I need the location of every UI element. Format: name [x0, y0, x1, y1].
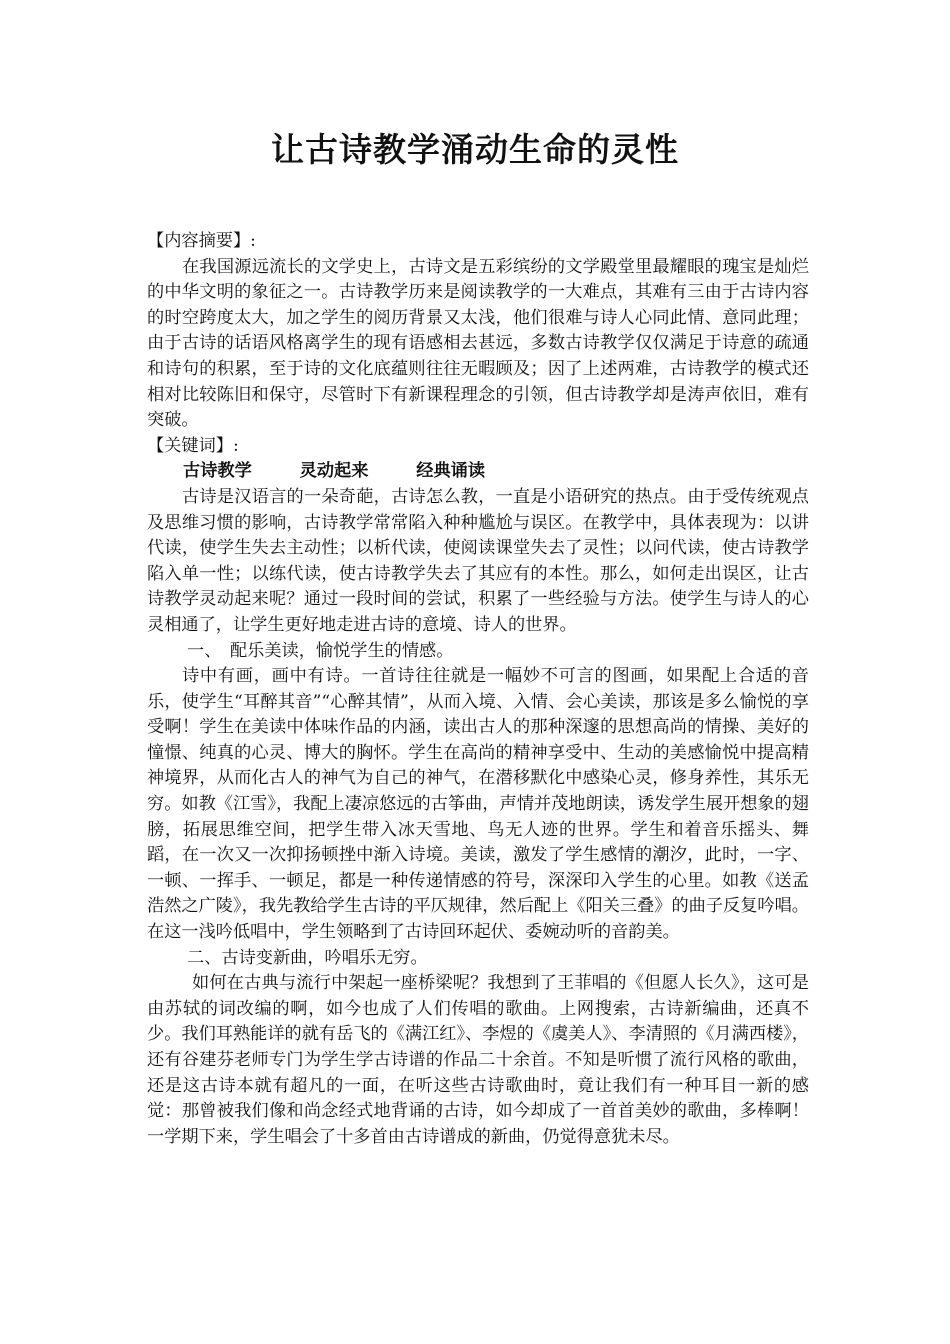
keyword: 古诗教学 [183, 461, 252, 482]
keywords-label: 【关键词】: [147, 435, 239, 456]
document-title: 让古诗教学涌动生命的灵性 [271, 130, 679, 169]
abstract-label: 【内容摘要】: [147, 231, 256, 251]
keywords-line [147, 459, 809, 485]
abstract-paragraph: 在我国源远流长的文学史上，古诗文是五彩缤纷的文学殿堂里最耀眼的瑰宝是灿烂的中华文明的象征之一。古诗教学历来是阅读教学的一大难点，其难有三由于古诗内容的时空跨度太大，加之学生的阅历背景又太浅，他们很难与诗人心同此情、意同此理；由于古诗的话语风格离学生的现有语感相去甚远，多数古诗教学仅仅满足于诗意的疏通和诗句的积累，至于诗的文化底蕴则往往无暇顾及；因了上述两难，古诗教学的模式还相对比较陈旧和保守，尽管时下有新课程理念的引领，但古诗教学却是涛声依旧，难有突破。 [147, 256, 809, 431]
document-body [147, 229, 809, 1150]
section-heading-1: 一、 配乐美读，愉悦学生的情感。 [187, 640, 454, 661]
section-paragraph-2: 如何在古典与流行中架起一座桥梁呢？我想到了王菲唱的《但愿人长久》，这可是由苏轼的词改编的啊，如今也成了人们传唱的歌曲。上网搜索，古诗新编曲，还真不少。我们耳熟能详的就有岳飞的《满江红》、李煜的《虞美人》、李清照的《月满西楼》，还有谷建芬老师专门为学生学古诗谱的作品二十余首。不知是听惯了流行风格的歌曲，还是这古诗本就有超凡的一面，在听这些古诗歌曲时，竟让我们有一种耳目一新的感觉：那曾被我们像和尚念经式地背诵的古诗，如今却成了一首首美妙的歌曲，多棒啊！一学期下来，学生唱会了十多首由古诗谱成的新曲，仍觉得意犹未尽。 [147, 973, 809, 1147]
section-heading-2: 二、古诗变新曲，吟唱乐无穷。 [187, 947, 428, 968]
section-paragraph-1: 诗中有画，画中有诗。一首诗往往就是一幅妙不可言的图画，如果配上合适的音乐，使学生“耳醉其音”“心醉其情”，从而入境、入情、会心美读，那该是多么愉悦的享受啊！学生在美读中体味作品的内涵，读出古人的那种深邃的思想高尚的情操、美好的憧憬、纯真的心灵、博大的胸怀。学生在高尚的精神享受中、生动的美感愉悦中提高精神境界，从而化古人的神气为自己的神气，在潜移默化中感染心灵，修身养性，其乐无穷。如教《江雪》，我配上凄凉悠远的古筝曲，声情并茂地朗读，诱发学生展开想象的翅膀，拓展思维空间，把学生带入冰天雪地、鸟无人迹的世界。学生和着音乐摇头、舞蹈，在一次又一次抑扬顿挫中渐入诗境。美读，激发了学生感情的潮汐，此时，一字、一顿、一挥手、一顿足，都是一种传递情感的符号，深深印入学生的心里。如教《送孟浩然之广陵》，我先教给学生古诗的平仄规律，然后配上《阳关三叠》的曲子反复吟唱。在这一浅吟低唱中，学生领略到了古诗回环起伏、委婉动听的音韵美。 [147, 666, 809, 943]
keyword: 经典诵读 [416, 461, 486, 482]
keyword: 灵动起来 [299, 461, 369, 482]
intro-paragraph: 古诗是汉语言的一朵奇葩，古诗怎么教，一直是小语研究的热点。由于受传统观点及思维习惯的影响，古诗教学常常陷入种种尴尬与误区。在教学中，具体表现为：以讲代读，使学生失去主动性；以析代读，使阅读课堂失去了灵性；以问代读，使古诗教学陷入单一性；以练代读，使古诗教学失去了其应有的本性。那么，如何走出误区，让古诗教学灵动起来呢？通过一段时间的尝试，积累了一些经验与方法。使学生与诗人的心灵相通了，让学生更好地走进古诗的意境、诗人的世界。 [147, 486, 809, 635]
